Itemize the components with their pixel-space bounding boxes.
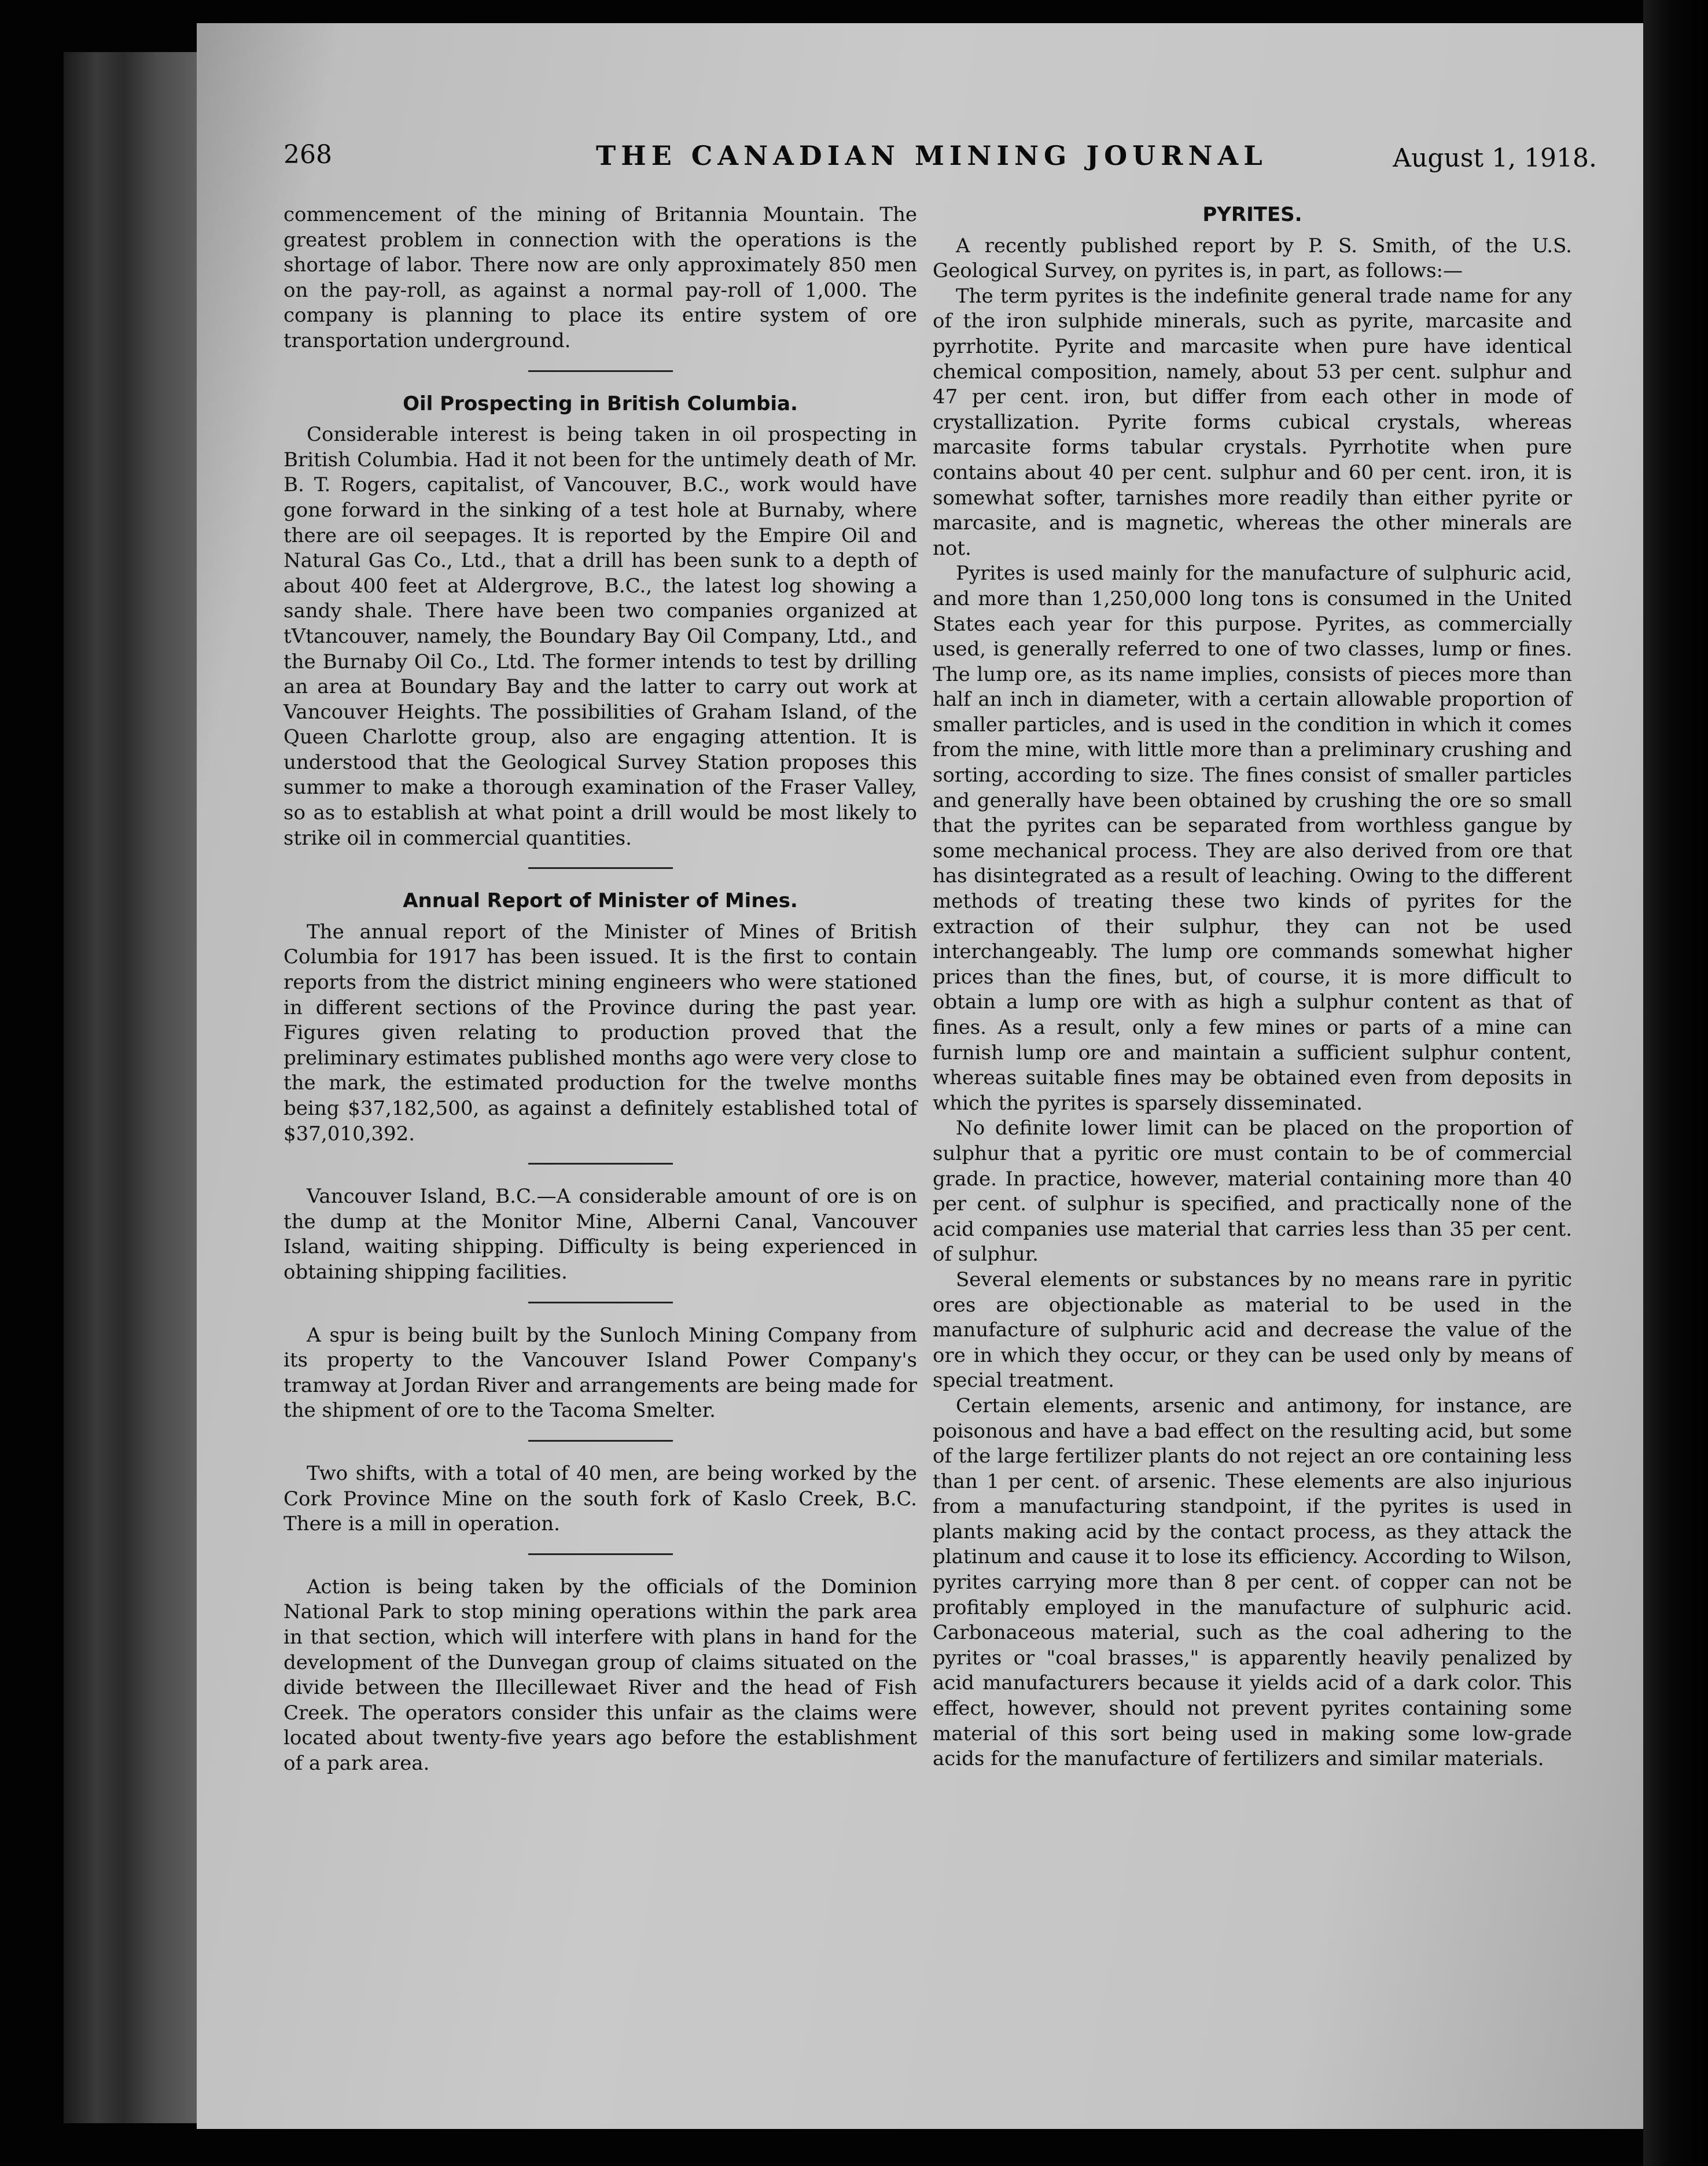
pyrites-definition: The term pyrites is the indefinite general trade name for any of the iron sulphide minerals, such as pyrite, marcasite and pyrrhotite. Pyrite and marcasite when pure have identical chemical composition, namely, about 53 per cent. sulphur and 47 per cent. iron, but differ from each other in mode of crystallization. Pyrite forms cubical crystals, whereas marcasite forms tabular crystals. Pyrrhotite when pure contains about 40 per cent. sulphur and 60 per cent. iron, it is somewhat softer, tarnishes more readily than either pyrite or marcasite, and is magnetic, whereas the other minerals are not.	[933, 284, 1572, 560]
scan-right-margin	[1643, 0, 1708, 2166]
left-column	[284, 202, 917, 1776]
sunloch-mining-item: A spur is being built by the Sunloch Mining Company from its property to the Vancouver Island Power Company's tramway at Jordan River and arrangements are being made for the shipment of ore to the Tacoma Smelter.	[284, 1323, 917, 1423]
section-divider	[528, 1163, 673, 1165]
section-divider	[528, 1553, 673, 1555]
journal-title: THE CANADIAN MINING JOURNAL	[596, 140, 1268, 171]
vancouver-island-item: Vancouver Island, B.C.—A considerable amount of ore is on the dump at the Monitor Mine, Alberni Canal, Vancouver Island, waiting shipping. Difficulty is being experienced in obtaining shipping facilities.	[284, 1185, 917, 1284]
running-header	[284, 137, 1597, 177]
right-column	[933, 202, 1572, 1772]
book-page-edges	[64, 52, 197, 2123]
pyrites-intro: A recently published report by P. S. Smith, of the U.S. Geological Survey, on pyrites is, in part, as follows:—	[933, 234, 1572, 283]
section-divider	[528, 867, 673, 869]
cork-province-item: Two shifts, with a total of 40 men, are being worked by the Cork Province Mine on the south fork of Kaslo Creek, B.C. There is a mill in operation.	[284, 1461, 917, 1536]
pyrites-uses: Pyrites is used mainly for the manufacture of sulphuric acid, and more than 1,250,000 long tons is consumed in the United States each year for this purpose. Pyrites, as commercially used, is generally referred to one of two classes, lump or fines. The lump ore, as its name implies, consists of pieces more than half an inch in diameter, with a certain allowable proportion of smaller particles, and is used in the condition in which it comes from the mine, with little more than a preliminary crushing and sorting, according to size. The fines consist of smaller particles and generally have been obtained by crushing the ore so small that the pyrites can be separated from worthless gangue by some mechanical process. They are also derived from ore that has disintegrated as a result of leaching. Owing to the different methods of treating these two kinds of pyrites for the extraction of their sulphur, they can not be used interchangeably. The lump ore commands somewhat higher prices than the fines, but, of course, it is more difficult to obtain a lump ore with as high a sulphur content as that of fines. As a result, only a few mines or parts of a mine can furnish lump ore and maintain a sufficient sulphur content, whereas suitable fines may be obtained even from deposits in which the pyrites is sparsely disseminated.	[933, 562, 1572, 1115]
section-divider	[528, 1302, 673, 1303]
issue-date: August 1, 1918.	[1393, 143, 1597, 173]
pyrites-sulphur-limit: No definite lower limit can be placed on the proportion of sulphur that a pyritic ore must contain to be of commercial grade. In practice, however, material containing more than 40 per cent. of sulphur is specified, and practically none of the acid companies use material that carries less than 35 per cent. of sulphur.	[933, 1117, 1572, 1266]
pyrites-objectionable-elements: Several elements or substances by no means rare in pyritic ores are objectionable as material to be used in the manufacture of sulphuric acid and decrease the value of the ore in which they occur, or they can be used only by means of special treatment.	[933, 1268, 1572, 1393]
section-divider	[528, 370, 673, 372]
dominion-park-item: Action is being taken by the officials of the Dominion National Park to stop mining operations within the park area in that section, which will interfere with plans in hand for the development of the Dunvegan group of claims situated on the divide between the Illecillewaet River and the head of Fish Creek. The operators consider this unfair as the claims were located about twenty-five years ago before the establishment of a park area.	[284, 1575, 917, 1775]
oil-prospecting-heading: Oil Prospecting in British Columbia.	[403, 392, 798, 415]
annual-report-heading: Annual Report of Minister of Mines.	[403, 889, 798, 913]
page-number: 268	[284, 140, 332, 170]
pyrites-arsenic-antimony: Certain elements, arsenic and antimony, for instance, are poisonous and have a bad effect on the resulting acid, but some of the large fertilizer plants do not reject an ore containing less than 1 per cent. of arsenic. These elements are also injurious from a manufacturing standpoint, if the pyrites is used in plants making acid by the contact process, as they attack the platinum and cause it to lose its efficiency. According to Wilson, pyrites carrying more than 8 per cent. of copper can not be profitably employed in the manufacture of sulphuric acid. Carbonaceous material, such as the coal adhering to the pyrites or "coal brasses," is apparently heavily penalized by acid manufacturers because it yields acid of a dark color. This effect, however, should not prevent pyrites containing some material of this sort being used in making some low-grade acids for the manufacture of fertilizers and similar materials.	[933, 1394, 1572, 1771]
section-divider	[528, 1440, 673, 1442]
britannia-continuation: commencement of the mining of Britannia Mountain. The greatest problem in connection with the operations is the shortage of labor. There now are only approximately 850 men on the pay-roll, as against a normal pay-roll of 1,000. The company is planning to place its entire system of ore transportation underground.	[284, 203, 917, 352]
oil-prospecting-text: Considerable interest is being taken in oil prospecting in British Columbia. Had it not been for the untimely death of Mr. B. T. Rogers, capitalist, of Vancouver, B.C., work would have gone forward in the sinking of a test hole at Burnaby, where there are oil seepages. It is reported by the Empire Oil and Natural Gas Co., Ltd., that a drill has been sunk to a depth of about 400 feet at Aldergrove, B.C., the latest log showing a sandy shale. There have been two companies organized at tVtancouver, namely, the Boundary Bay Oil Company, Ltd., and the Burnaby Oil Co., Ltd. The former intends to test by drilling an area at Boundary Bay and the latter to carry out work at Vancouver Heights. The possibilities of Graham Island, of the Queen Charlotte group, also are engaging attention. It is understood that the Geological Survey Station proposes this summer to make a thorough examination of the Fraser Valley, so as to establish at what point a drill would be most likely to strike oil in commercial quantities.	[284, 423, 917, 850]
annual-report-text: The annual report of the Minister of Mines of British Columbia for 1917 has been issued. It is the first to contain reports from the district mining engineers who were stationed in different sections of the Province during the past year. Figures given relating to production proved that the preliminary estimates published months ago were very close to the mark, the estimated production for the twelve months being $37,182,500, as against a definitely established total of $37,010,392.	[284, 920, 917, 1145]
pyrites-heading: PYRITES.	[1202, 203, 1302, 226]
